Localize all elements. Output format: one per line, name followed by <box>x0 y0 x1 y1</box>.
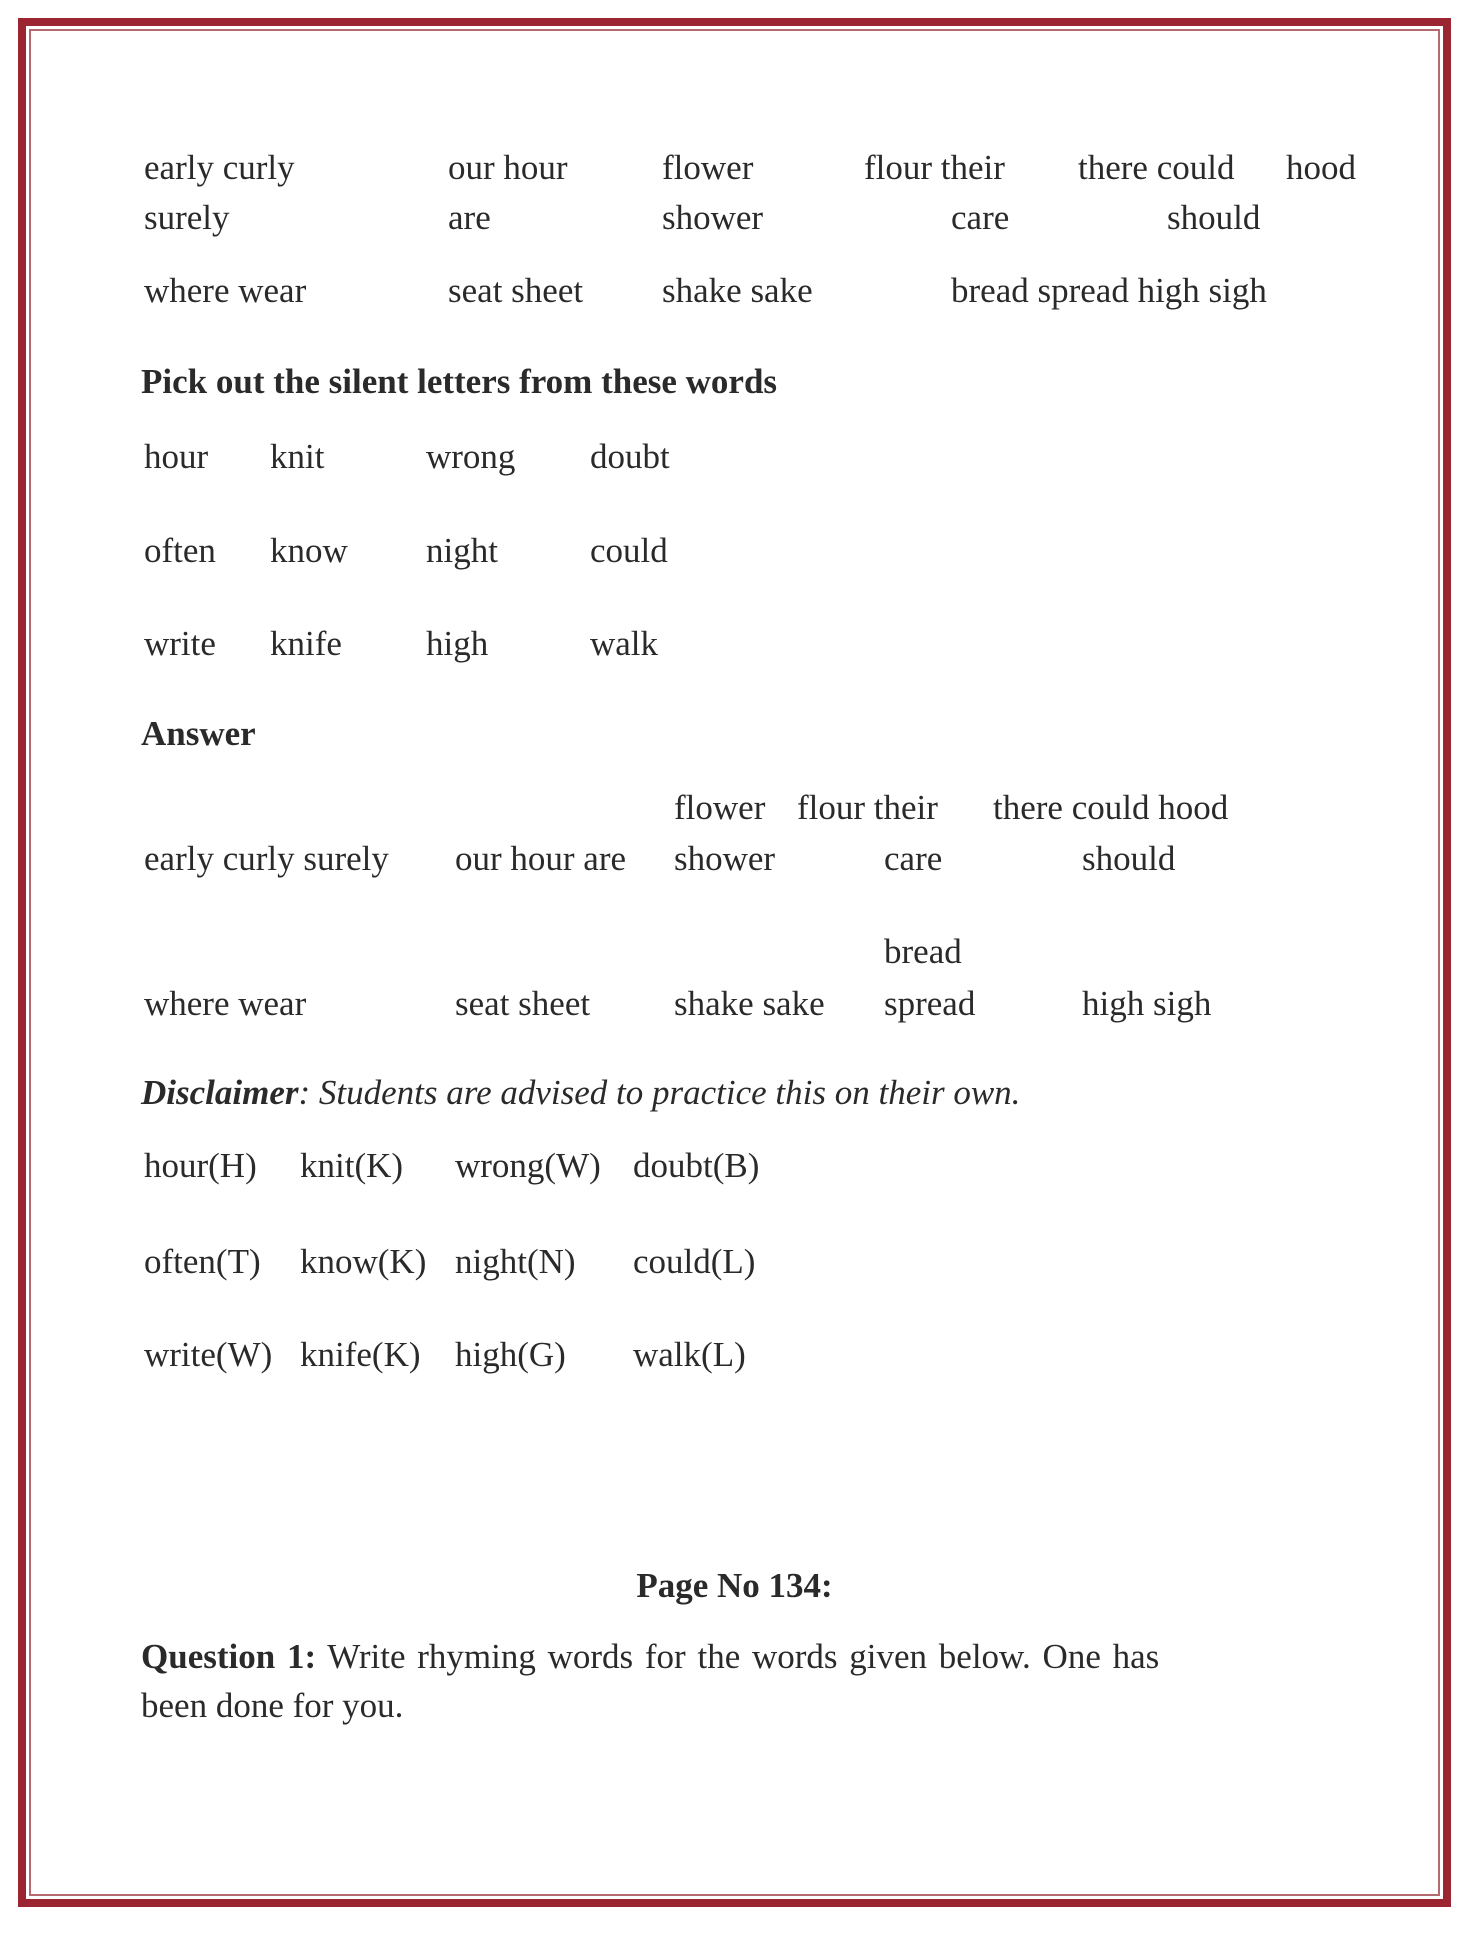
answer-cell: high sigh <box>1082 984 1212 1023</box>
answer-cell: spread <box>884 984 976 1023</box>
page-number: Page No 134: <box>636 1566 833 1605</box>
exercise-word: early curly <box>144 148 295 187</box>
silent-answer: could(L) <box>633 1242 756 1281</box>
question-line: been done for you. <box>141 1686 404 1725</box>
exercise-word: surely <box>144 198 230 237</box>
question-label: Question 1: <box>141 1637 317 1676</box>
silent-answer: high(G) <box>455 1335 566 1374</box>
silent-answer: hour(H) <box>144 1146 257 1185</box>
silent-answer: knit(K) <box>300 1146 404 1185</box>
silent-word: could <box>590 531 668 570</box>
question-text: Write rhyming words for the words given below. One has <box>316 1637 1160 1676</box>
silent-answer: know(K) <box>300 1242 427 1281</box>
exercise-word: flower <box>662 148 754 187</box>
disclaimer-label: Disclaimer <box>141 1073 299 1112</box>
exercise-word: where wear <box>144 271 307 310</box>
exercise-word: seat sheet <box>448 271 584 310</box>
silent-word: night <box>426 531 498 570</box>
answer-cell: should <box>1082 839 1176 878</box>
silent-word: high <box>426 624 489 663</box>
silent-word: hour <box>144 437 209 476</box>
silent-word: doubt <box>590 437 670 476</box>
answer-cell: seat sheet <box>455 984 591 1023</box>
exercise-word: care <box>951 198 1010 237</box>
answer-cell: our hour are <box>455 839 627 878</box>
silent-answer: write(W) <box>144 1335 273 1374</box>
exercise-word: there could <box>1078 148 1235 187</box>
section-heading: Pick out the silent letters from these words <box>141 362 778 401</box>
exercise-word: hood <box>1286 148 1356 187</box>
silent-word: knit <box>270 437 325 476</box>
exercise-word: shower <box>662 198 764 237</box>
exercise-word: shake sake <box>662 271 813 310</box>
answer-heading: Answer <box>141 714 256 753</box>
exercise-word: flour their <box>864 148 1005 187</box>
exercise-word: are <box>448 198 491 237</box>
exercise-word: should <box>1167 198 1261 237</box>
silent-answer: walk(L) <box>633 1335 746 1374</box>
answer-cell: early curly surely <box>144 839 389 878</box>
disclaimer <box>141 1073 1020 1113</box>
silent-word: write <box>144 624 216 663</box>
silent-word: know <box>270 531 348 570</box>
silent-word: walk <box>590 624 659 663</box>
silent-answer: doubt(B) <box>633 1146 760 1185</box>
silent-answer: night(N) <box>455 1242 576 1281</box>
answer-cell: flour their <box>797 788 938 827</box>
disclaimer-text: : Students are advised to practice this on their own. <box>298 1073 1021 1112</box>
silent-answer: knife(K) <box>300 1335 421 1374</box>
answer-cell: shake sake <box>674 984 825 1023</box>
silent-word: often <box>144 531 216 570</box>
answer-cell: bread <box>884 932 962 971</box>
answer-cell: shower <box>674 839 776 878</box>
silent-answer: wrong(W) <box>455 1146 601 1185</box>
answer-cell: care <box>884 839 943 878</box>
silent-word: wrong <box>426 437 516 476</box>
answer-cell: where wear <box>144 984 307 1023</box>
answer-cell: there could hood <box>993 788 1229 827</box>
exercise-word: bread spread high sigh <box>951 271 1267 310</box>
silent-word: knife <box>270 624 342 663</box>
silent-answer: often(T) <box>144 1242 261 1281</box>
exercise-word: our hour <box>448 148 568 187</box>
question-line <box>141 1637 1159 1677</box>
answer-cell: flower <box>674 788 766 827</box>
